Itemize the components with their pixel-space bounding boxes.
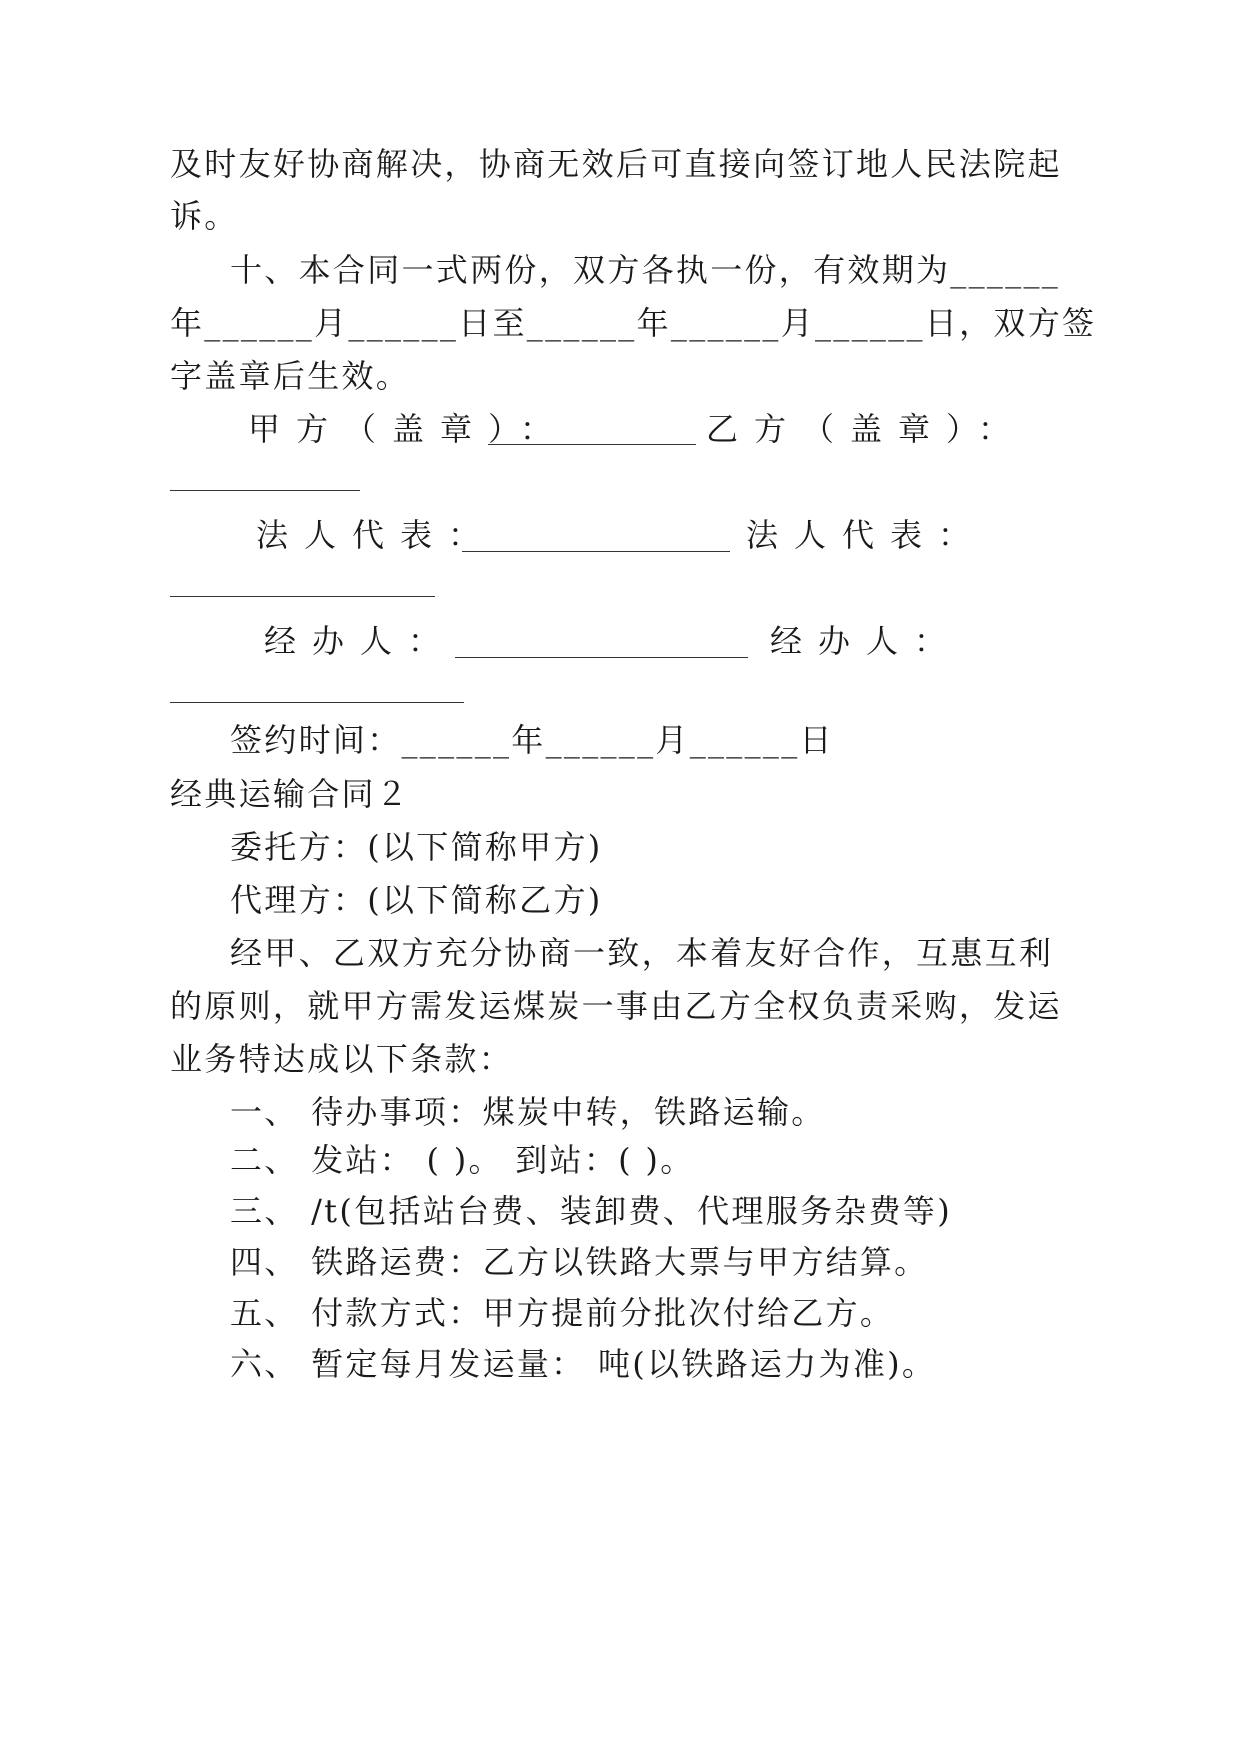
clause-item: 二、 发站： ( )。 到站：( )。	[230, 1141, 695, 1179]
agent-party: 代理方：(以下简称乙方)	[230, 881, 603, 919]
principal-party: 委托方：(以下简称甲方)	[230, 828, 603, 866]
handler-b-label: 经办人：	[770, 622, 963, 660]
handler-a-label: 经办人：	[264, 622, 457, 660]
party-b-seal-label: 乙方（盖章）：	[706, 410, 1027, 448]
clause-item: 一、 待办事项：煤炭中转，铁路运输。	[230, 1093, 826, 1131]
clause-ten: 十、本合同一式两份，双方各执一份，有效期为______	[230, 251, 1061, 289]
paragraph-line: 年______月______日至______年______月______日，双方签	[170, 304, 1097, 342]
signing-date: 签约时间：______年______月______日	[230, 721, 834, 759]
paragraph-line: 经甲、乙双方充分协商一致，本着友好合作，互惠互利	[230, 934, 1054, 972]
clause-item: 五、 付款方式：甲方提前分批次付给乙方。	[230, 1294, 895, 1332]
clause-item: 四、 铁路运费：乙方以铁路大票与甲方结算。	[230, 1243, 929, 1281]
paragraph-line: 诉。	[170, 197, 239, 235]
clause-item: 六、 暂定每月发运量： 吨(以铁路运力为准)。	[230, 1345, 937, 1383]
legal-rep-b-blank	[170, 596, 435, 597]
paragraph-line: 业务特达成以下条款：	[170, 1040, 514, 1078]
paragraph-line: 字盖章后生效。	[170, 357, 411, 395]
clause-item: 三、 /t(包括站台费、装卸费、代理服务杂费等)	[230, 1192, 952, 1230]
party-a-seal-blank	[488, 444, 696, 445]
legal-rep-b-label: 法人代表：	[746, 516, 987, 554]
legal-rep-a-label: 法人代表：	[256, 516, 497, 554]
handler-b-blank	[170, 702, 464, 703]
section-heading: 经典运输合同２	[170, 775, 411, 813]
party-b-seal-blank	[170, 490, 360, 491]
paragraph-line: 的原则，就甲方需发运煤炭一事由乙方全权负责采购，发运	[170, 987, 1062, 1025]
handler-a-blank	[455, 657, 748, 658]
paragraph-line: 及时友好协商解决，协商无效后可直接向签订地人民法院起	[170, 145, 1062, 183]
party-a-seal-label: 甲方（盖章）：	[248, 410, 569, 448]
legal-rep-a-blank	[462, 551, 730, 552]
